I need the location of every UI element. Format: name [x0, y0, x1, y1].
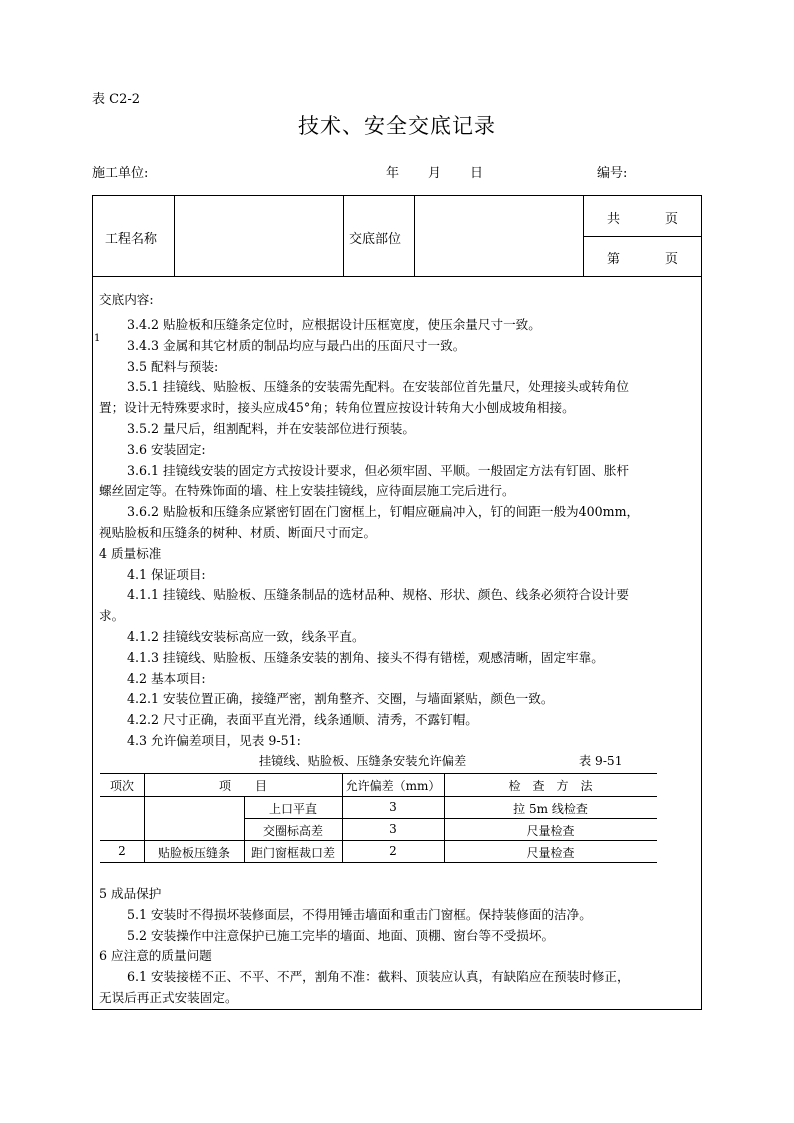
content-line: 5.2 安装操作中注意保护已施工完毕的墙面、地面、顶棚、窗台等不受损坏。: [127, 927, 555, 943]
content-line: 4.1.2 挂镜线安装标高应一致，线条平直。: [127, 628, 365, 644]
total-pages-suffix: 页: [665, 212, 679, 227]
content-body-continued: [99, 884, 697, 1009]
content-line: 3.6 安装固定:: [127, 441, 206, 457]
table-line: [244, 818, 657, 819]
record-form: [92, 195, 702, 1010]
table-number: 表 9-51: [579, 754, 623, 768]
content-line: 4.2.2 尺寸正确，表面平直光滑，线条通顺、清秀，不露钉帽。: [127, 712, 478, 728]
table-cell: 2: [389, 844, 397, 858]
table-header: 允许偏差（mm）: [345, 779, 441, 793]
table-line: [100, 796, 657, 797]
page-title: 技术、安全交底记录: [298, 114, 496, 138]
content-body: [99, 315, 697, 752]
content-line: 无误后再正式安装固定。: [99, 989, 238, 1005]
table-caption: 挂镜线、贴脸板、压缝条安装允许偏差: [259, 754, 467, 768]
info-divider: [174, 196, 175, 276]
table-line: [100, 862, 657, 863]
content-line: 4.1 保证项目:: [127, 566, 206, 582]
table-header: 项次: [109, 779, 134, 793]
table-cell: 交圈标高差: [262, 824, 323, 838]
content-line: 4.2.1 安装位置正确，接缝严密，割角整齐、交圈，与墙面紧贴，颜色一致。: [127, 691, 554, 707]
month-label: 月: [428, 166, 442, 181]
table-cell: 距门窗框裁口差: [250, 846, 335, 860]
content-line: 螺丝固定等。在特殊饰面的墙、柱上安装挂镜线，应待面层施工完后进行。: [99, 483, 515, 499]
content-line: 求。: [99, 608, 125, 624]
day-label: 日: [470, 166, 484, 181]
content-line: 4.1.3 挂镜线、贴脸板、压缝条安装的割角、接头不得有错槎，观感清晰，固定牢靠。: [127, 649, 604, 665]
content-line: 3.4.3 金属和其它材质的制品均应与最凸出的压面尺寸一致。: [127, 337, 466, 353]
content-line: 3.5.1 挂镜线、贴脸板、压缝条的安装需先配料。在安装部位首先量尺，处理接头或转角位: [127, 379, 630, 395]
content-line: 4.3 允许偏差项目，见表 9-51:: [127, 732, 301, 748]
info-divider: [343, 196, 344, 276]
project-name-label: 工程名称: [105, 232, 158, 247]
construction-unit-label: 施工单位:: [92, 166, 149, 181]
form-code: 表 C2-2: [92, 92, 141, 107]
table-cell: 拉 5m 线检查: [513, 802, 588, 816]
content-line: 5.1 安装时不得损坏装修面层，不得用锤击墙面和重击门窗框。保持装修面的洁净。: [127, 906, 592, 922]
content-line: 3.6.2 贴脸板和压缝条应紧密钉固在门窗框上，钉帽应砸扁冲入，钉的间距一般为400mm，: [127, 504, 640, 520]
content-line: 3.5.2 量尺后，组割配料，并在安装部位进行预装。: [127, 420, 415, 436]
table-cell: 贴脸板压缝条: [157, 846, 230, 860]
table-cell: 3: [389, 822, 397, 836]
margin-mark: 1: [94, 333, 101, 344]
table-line: [100, 840, 657, 841]
handover-part-label: 交底部位: [349, 232, 402, 247]
page-number-label: 第: [607, 252, 621, 267]
table-cell: 尺量检查: [526, 824, 575, 838]
content-line: 6.1 安装接槎不正、不平、不严，割角不准：截料、顶装应认真，有缺陷应在预装时修正，: [127, 969, 630, 985]
content-line: 置；设计无特殊要求时，接头应成45°角；转角位置应按设计转角大小刨成坡角相接。: [99, 400, 575, 416]
table-header: 检 查 方 法: [508, 779, 593, 793]
content-label: 交底内容:: [99, 292, 154, 307]
year-label: 年: [386, 166, 400, 181]
content-line: 3.4.2 贴脸板和压缝条定位时，应根据设计压框宽度，使压余量尺寸一致。: [127, 317, 541, 332]
info-row-bottom-line: [93, 276, 701, 277]
page-number-suffix: 页: [665, 252, 679, 267]
table-cell: 2: [118, 844, 126, 858]
table-header: 项 目: [218, 779, 267, 793]
content-line: 3.6.1 挂镜线安装的固定方式按设计要求，但必须牢固、平顺。一般固定方法有钉固、胀杆: [127, 462, 630, 478]
table-cell: 尺量检查: [526, 846, 575, 860]
content-line: 4.1.1 挂镜线、贴脸板、压缝条制品的选材品种、规格、形状、颜色、线条必须符合设计要: [127, 587, 630, 603]
content-line: 6 应注意的质量问题: [99, 948, 212, 964]
content-line: 4.2 基本项目:: [127, 670, 206, 686]
table-line: [100, 773, 657, 774]
table-cell: 上口平直: [268, 802, 317, 816]
content-line: 视贴脸板和压缝条的树种、材质、断面尺寸而定。: [99, 524, 377, 540]
content-line: 3.5 配料与预装:: [127, 358, 219, 374]
content-line: 5 成品保护: [99, 886, 162, 901]
table-cell: 3: [389, 800, 397, 814]
info-divider: [414, 196, 415, 276]
total-pages-label: 共: [607, 212, 621, 227]
info-divider: [583, 236, 701, 237]
serial-number-label: 编号:: [597, 166, 628, 181]
content-line: 4 质量标准: [99, 545, 162, 561]
